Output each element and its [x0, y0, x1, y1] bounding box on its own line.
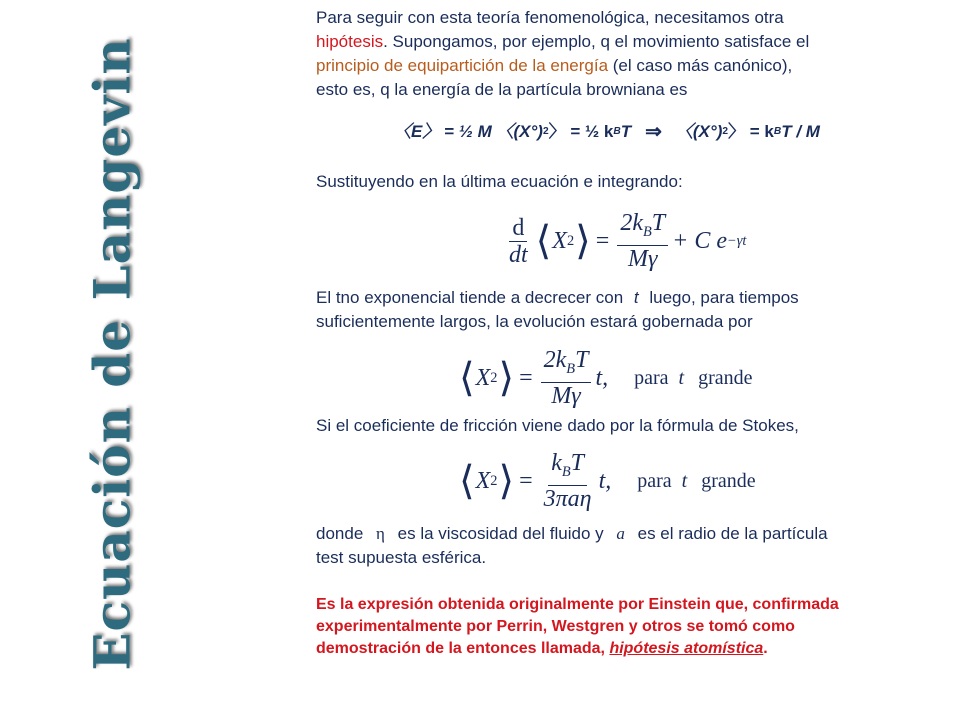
- eq4-tail: t,: [598, 468, 612, 494]
- exp-t: t: [633, 288, 639, 307]
- equation-stokes: [458, 450, 916, 512]
- eq3-den: Mγ: [551, 382, 581, 409]
- eq4-num-T: T: [570, 450, 585, 477]
- viscosity-mid: es la viscosidad del fluido y: [397, 524, 604, 543]
- intro-line1: Para seguir con esta teoría fenomenológica, necesitamos otra: [316, 8, 784, 27]
- eq4-equals: =: [519, 468, 533, 494]
- derivative-num: d: [509, 215, 527, 242]
- intro-line2: . Supongamos, por ejemplo, q el movimiento satisface el: [383, 32, 810, 51]
- eq2-num-T: T: [651, 210, 666, 237]
- angle-left: ⟨: [459, 458, 475, 503]
- equation-derivative: [502, 208, 916, 274]
- eq1-kb-sub: B: [613, 126, 621, 137]
- eq2-exp: −γt: [726, 233, 747, 249]
- eq2-fraction: [617, 210, 668, 272]
- hipotesis-atomistica-link[interactable]: hipótesis atomística: [609, 640, 764, 657]
- exp-line1: El tno exponencial tiende a decrecer con: [316, 288, 624, 307]
- viscosity-line2: test supuesta esférica.: [316, 548, 487, 567]
- eq3-num-sub: B: [566, 360, 576, 377]
- intro-paragraph: [316, 6, 916, 102]
- implies-arrow: ⇒: [645, 121, 662, 143]
- donde-word: donde: [316, 524, 364, 543]
- eq2-x: X: [552, 228, 567, 254]
- equiparticion-highlight: principio de equipartición de la energía: [316, 56, 609, 75]
- derivative-fraction: [506, 215, 531, 268]
- equation-long-time: [458, 348, 916, 408]
- eq2-plus: + C e: [672, 228, 727, 254]
- eq4-num-sub: B: [561, 463, 571, 480]
- eq4-t: t: [681, 470, 688, 492]
- eq1-left-rest: 〉 = ½ k: [548, 122, 614, 141]
- intro-line3: (el caso más canónico),: [608, 56, 793, 75]
- angle-right: ⟩: [498, 458, 515, 503]
- eq1-right-rest: 〉 = k: [728, 122, 774, 141]
- eq2-x-exp: 2: [566, 233, 575, 249]
- eq4-grande: grande: [701, 470, 756, 492]
- eq1-right: 〈(X°): [675, 122, 723, 141]
- derivative-den: dt: [509, 241, 528, 268]
- eq2-den: Mγ: [627, 245, 658, 272]
- hipotesis-highlight: hipótesis: [316, 32, 384, 51]
- eq3-x: X: [475, 365, 491, 391]
- eq4-x: X: [475, 468, 491, 494]
- angle-right: ⟩: [498, 355, 515, 400]
- eq3-t: t: [678, 367, 685, 389]
- eta-symbol: η: [376, 524, 385, 543]
- exponential-paragraph: [316, 286, 916, 334]
- einstein-conclusion: [316, 594, 916, 660]
- eq1-right-sub: B: [773, 126, 782, 137]
- slide-content: [316, 6, 916, 660]
- substitution-paragraph: Sustituyendo en la última ecuación e integrando:: [316, 172, 683, 191]
- a-symbol: a: [616, 524, 625, 543]
- final-line2: experimentalmente por Perrin, Westgren y otros se tomó como: [316, 618, 795, 635]
- exp-line2: suficientemente largos, la evolución estará gobernada por: [316, 312, 753, 331]
- eq4-den: 3πaη: [543, 485, 592, 512]
- eq3-fraction: [541, 347, 592, 409]
- eq3-x-exp: 2: [490, 370, 498, 386]
- eq4-num: k: [551, 450, 562, 477]
- eq2-num: 2k: [620, 210, 643, 237]
- eq2-equals: =: [595, 228, 610, 254]
- eq3-tail: t,: [595, 365, 609, 391]
- eq4-x-exp: 2: [490, 473, 498, 489]
- eq1-left: 〈E〉 = ½ M 〈(X°): [394, 122, 543, 141]
- final-line1: Es la expresión obtenida originalmente por Einstein que, confirmada: [316, 596, 839, 613]
- viscosity-end: es el radio de la partícula: [637, 524, 828, 543]
- eq3-para: para: [634, 367, 669, 389]
- eq4-fraction: [541, 450, 595, 512]
- intro-line4: esto es, q la energía de la partícula browniana es: [316, 80, 688, 99]
- eq3-num-T: T: [575, 347, 589, 374]
- equation-equipartition: [394, 116, 916, 148]
- eq1-t: T: [620, 122, 632, 141]
- angle-left: ⟨: [535, 218, 552, 263]
- exp-line1-rest: luego, para tiempos: [649, 288, 799, 307]
- stokes-paragraph: Si el coeficiente de fricción viene dado por la fórmula de Stokes,: [316, 416, 799, 435]
- final-dot: .: [763, 640, 768, 657]
- eq3-grande: grande: [698, 367, 753, 389]
- viscosity-paragraph: [316, 522, 916, 570]
- angle-right: ⟩: [575, 218, 591, 263]
- side-title: Ecuación de Langevin: [82, 37, 142, 671]
- eq3-equals: =: [519, 365, 533, 391]
- eq1-right-end: T / M: [781, 122, 820, 141]
- eq2-num-sub: B: [642, 223, 652, 240]
- eq3-num: 2k: [543, 347, 567, 374]
- eq4-para: para: [637, 470, 672, 492]
- eq1-right-exp: 2: [722, 126, 729, 137]
- angle-left: ⟨: [459, 355, 475, 400]
- final-line3: demostración de la entonces llamada,: [316, 640, 610, 657]
- eq1-left-exp: 2: [542, 126, 549, 137]
